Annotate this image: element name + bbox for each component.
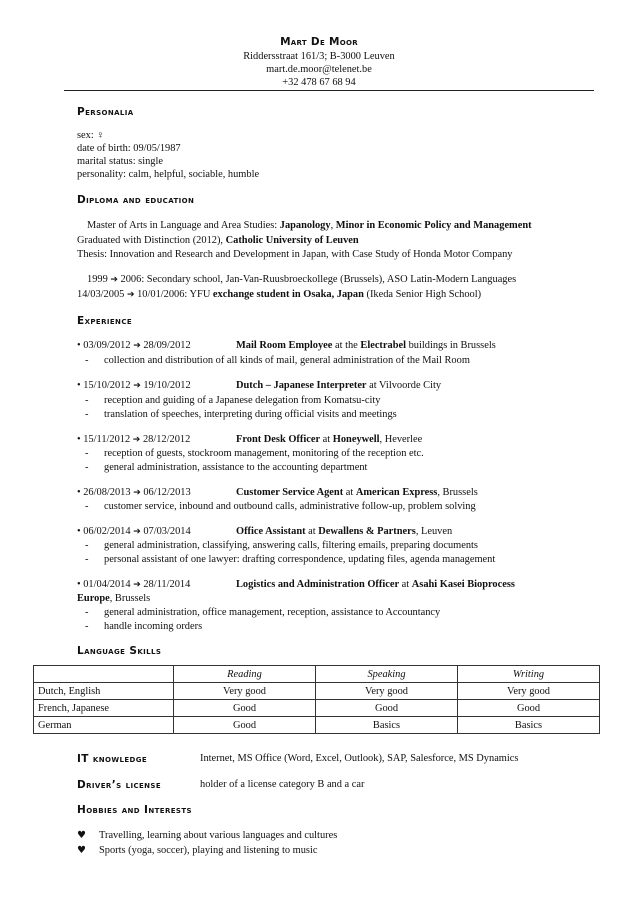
it-value: Internet, MS Office (Word, Excel, Outlook), SAP, Salesforce, MS Dynamics [200,753,519,764]
job-task: collection and distribution of all kinds of mail, general administration of the Mail Room [104,355,470,366]
table-cell-language: French, Japanese [34,700,174,717]
job-title: Front Desk Officer at Honeywell, Heverlee [236,434,423,445]
table-header-cell [34,666,174,683]
task-dash: - [85,355,89,366]
job-task: general administration, office management, reception, assistance to Accountancy [104,607,441,618]
task-dash: - [85,607,89,618]
task-dash: - [85,395,89,406]
table-cell: Good [174,717,316,734]
hobby-item: Travelling, learning about various languages and cultures [99,830,338,841]
personalia-sex: sex: ♀ [77,130,105,141]
job-task: reception of guests, stockroom management, monitoring of the reception etc. [104,448,424,459]
table-header-cell: Writing [458,666,600,683]
degree-line: Master of Arts in Language and Area Studies: Japanology, Minor in Economic Policy and Management [87,220,532,231]
thesis-line: Thesis: Innovation and Research and Development in Japan, with Case Study of Honda Motor Company [77,249,513,260]
arrow-icon: ➔ [110,275,118,285]
cv-name: Mart De Moor [280,36,358,48]
job-title: Mail Room Employee at the Electrabel buildings in Brussels [236,340,496,351]
heart-icon: ♥ [77,845,86,856]
task-dash: - [85,448,89,459]
table-row [34,717,600,734]
job-dates: • 15/11/2012 ➔ 28/12/2012 [77,434,191,445]
graduation-line: Graduated with Distinction (2012), Catholic University of Leuven [77,235,359,246]
job-task: translation of speeches, interpreting during official visits and meetings [104,409,397,420]
task-dash: - [85,462,89,473]
heart-icon: ♥ [77,830,86,841]
yfu-line: 14/03/2005 ➔ 10/01/2006: YFU exchange student in Osaka, Japan (Ikeda Senior High School) [77,289,482,300]
address: Riddersstraat 161/3; B-3000 Leuven [243,51,395,62]
personalia-birth: date of birth: 09/05/1987 [77,143,181,154]
job-dates: • 06/02/2014 ➔ 07/03/2014 [77,526,191,537]
table-cell: Good [316,700,458,717]
personalia-marital: marital status: single [77,156,163,167]
email: mart.de.moor@telenet.be [266,64,372,75]
section-title-education: Diploma and education [77,194,195,206]
table-cell: Very good [174,683,316,700]
table-cell: Basics [458,717,600,734]
task-dash: - [85,409,89,420]
table-row [34,700,600,717]
phone: +32 478 67 68 94 [282,77,356,88]
job-task: customer service, inbound and outbound calls, administrative follow-up, problem solving [104,501,476,512]
job-dates: • 26/08/2013 ➔ 06/12/2013 [77,487,191,498]
section-title-it: IT knowledge [77,753,148,765]
personalia-personality: personality: calm, helpful, sociable, humble [77,169,260,180]
job-task: general administration, assistance to the accounting department [104,462,368,473]
job-title: Logistics and Administration Officer at Asahi Kasei Bioprocess [236,579,515,590]
job-title: Office Assistant at Dewallens & Partners, Leuven [236,526,453,537]
arrow-icon: ➔ [132,435,141,445]
table-cell: Good [458,700,600,717]
section-title-experience: Experience [77,315,133,327]
table-cell: Good [174,700,316,717]
job-task: handle incoming orders [104,621,203,632]
section-title-languages: Language Skills [77,645,162,657]
job-task: general administration, classifying, answering calls, filtering emails, preparing documents [104,540,478,551]
header-divider [64,90,594,91]
language-skills-table [33,665,600,734]
table-cell: Very good [316,683,458,700]
job-title: Dutch – Japanese Interpreter at Vilvoorde City [236,380,442,391]
job-dates: • 01/04/2014 ➔ 28/11/2014 [77,579,191,590]
license-value: holder of a license category B and a car [200,779,365,790]
arrow-icon: ➔ [133,527,141,537]
table-header-cell: Speaking [316,666,458,683]
arrow-icon: ➔ [126,290,135,300]
table-cell-language: Dutch, English [34,683,174,700]
section-title-personalia: Personalia [77,106,134,118]
secondary-school-line: 1999 ➔ 2006: Secondary school, Jan-Van-Ruusbroeckollege (Brussels), ASO Latin-Modern Languages [87,274,517,285]
job-title: Customer Service Agent at American Express, Brussels [236,487,478,498]
job-dates: • 15/10/2012 ➔ 19/10/2012 [77,380,191,391]
table-cell: Basics [316,717,458,734]
arrow-icon: ➔ [133,580,141,590]
arrow-icon: ➔ [133,488,141,498]
table-row [34,683,600,700]
task-dash: - [85,554,89,565]
job-task: personal assistant of one lawyer: drafting correspondence, updating files, agenda management [104,554,496,565]
task-dash: - [85,501,89,512]
arrow-icon: ➔ [133,341,141,351]
job-title-continued: Europe, Brussels [77,593,151,604]
hobby-item: Sports (yoga, soccer), playing and listening to music [99,845,318,856]
table-header-cell: Reading [174,666,316,683]
table-header-row [34,666,600,683]
section-title-license: Driver’s license [77,779,162,791]
job-task: reception and guiding of a Japanese delegation from Komatsu-city [104,395,381,406]
arrow-icon: ➔ [133,381,141,391]
job-dates: • 03/09/2012 ➔ 28/09/2012 [77,340,191,351]
table-cell-language: German [34,717,174,734]
table-cell: Very good [458,683,600,700]
task-dash: - [85,621,89,632]
task-dash: - [85,540,89,551]
section-title-hobbies: Hobbies and Interests [77,804,192,816]
